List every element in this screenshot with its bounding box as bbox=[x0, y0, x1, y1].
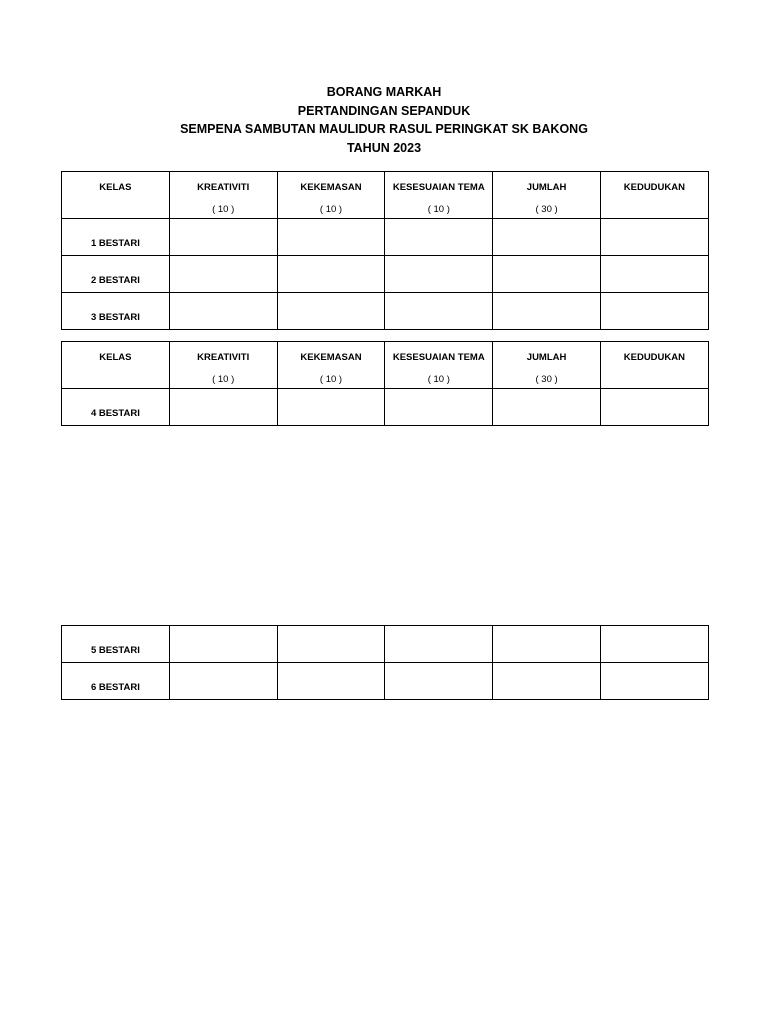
jumlah-cell[interactable] bbox=[493, 219, 601, 256]
kekemasan-cell[interactable] bbox=[277, 663, 385, 700]
form-title bbox=[0, 83, 768, 157]
header-kreativiti: KREATIVITI ( 10 ) bbox=[169, 342, 277, 389]
kelas-cell: 4 BESTARI bbox=[62, 389, 170, 426]
jumlah-cell[interactable] bbox=[493, 256, 601, 293]
kesesuaian-tema-cell[interactable] bbox=[385, 256, 493, 293]
table-row bbox=[62, 293, 709, 330]
kelas-cell: 2 BESTARI bbox=[62, 256, 170, 293]
title-line-3: SEMPENA SAMBUTAN MAULIDUR RASUL PERINGKAT SK BAKONG bbox=[180, 122, 588, 136]
kekemasan-cell[interactable] bbox=[277, 256, 385, 293]
kekemasan-cell[interactable] bbox=[277, 293, 385, 330]
table-row bbox=[62, 626, 709, 663]
kreativiti-cell[interactable] bbox=[169, 626, 277, 663]
kedudukan-cell[interactable] bbox=[600, 256, 708, 293]
kreativiti-cell[interactable] bbox=[169, 293, 277, 330]
jumlah-cell[interactable] bbox=[493, 293, 601, 330]
kedudukan-cell[interactable] bbox=[600, 219, 708, 256]
jumlah-cell[interactable] bbox=[493, 663, 601, 700]
table-row bbox=[62, 663, 709, 700]
kelas-cell: 6 BESTARI bbox=[62, 663, 170, 700]
table-row bbox=[62, 389, 709, 426]
kreativiti-cell[interactable] bbox=[169, 219, 277, 256]
header-row bbox=[62, 172, 709, 219]
kedudukan-cell[interactable] bbox=[600, 293, 708, 330]
header-kesesuaian-tema: KESESUAIAN TEMA ( 10 ) bbox=[385, 172, 493, 219]
kreativiti-cell[interactable] bbox=[169, 663, 277, 700]
header-kesesuaian-tema: KESESUAIAN TEMA ( 10 ) bbox=[385, 342, 493, 389]
kesesuaian-tema-cell[interactable] bbox=[385, 626, 493, 663]
jumlah-cell[interactable] bbox=[493, 389, 601, 426]
header-kekemasan: KEKEMASAN ( 10 ) bbox=[277, 342, 385, 389]
title-line-2: PERTANDINGAN SEPANDUK bbox=[297, 103, 471, 118]
kekemasan-cell[interactable] bbox=[277, 626, 385, 663]
table-row bbox=[62, 256, 709, 293]
score-table-b bbox=[61, 341, 709, 426]
kedudukan-cell[interactable] bbox=[600, 626, 708, 663]
kedudukan-cell[interactable] bbox=[600, 663, 708, 700]
kedudukan-cell[interactable] bbox=[600, 389, 708, 426]
table-row bbox=[62, 219, 709, 256]
header-jumlah: JUMLAH ( 30 ) bbox=[493, 172, 601, 219]
kesesuaian-tema-cell[interactable] bbox=[385, 663, 493, 700]
header-row bbox=[62, 342, 709, 389]
kreativiti-cell[interactable] bbox=[169, 256, 277, 293]
kelas-cell: 3 BESTARI bbox=[62, 293, 170, 330]
kreativiti-cell[interactable] bbox=[169, 389, 277, 426]
header-kreativiti: KREATIVITI ( 10 ) bbox=[169, 172, 277, 219]
header-jumlah: JUMLAH ( 30 ) bbox=[493, 342, 601, 389]
jumlah-cell[interactable] bbox=[493, 626, 601, 663]
header-kelas: KELAS bbox=[62, 342, 170, 389]
kelas-cell: 1 BESTARI bbox=[62, 219, 170, 256]
kesesuaian-tema-cell[interactable] bbox=[385, 219, 493, 256]
title-line-1: BORANG MARKAH bbox=[326, 85, 442, 99]
score-table-c bbox=[61, 625, 709, 700]
header-kekemasan: KEKEMASAN ( 10 ) bbox=[277, 172, 385, 219]
kesesuaian-tema-cell[interactable] bbox=[385, 389, 493, 426]
score-table-a bbox=[61, 171, 709, 330]
title-line-4: TAHUN 2023 bbox=[346, 140, 422, 155]
kekemasan-cell[interactable] bbox=[277, 389, 385, 426]
header-kedudukan: KEDUDUKAN bbox=[600, 172, 708, 219]
header-kelas: KELAS bbox=[62, 172, 170, 219]
kekemasan-cell[interactable] bbox=[277, 219, 385, 256]
kesesuaian-tema-cell[interactable] bbox=[385, 293, 493, 330]
kelas-cell: 5 BESTARI bbox=[62, 626, 170, 663]
header-kedudukan: KEDUDUKAN bbox=[600, 342, 708, 389]
